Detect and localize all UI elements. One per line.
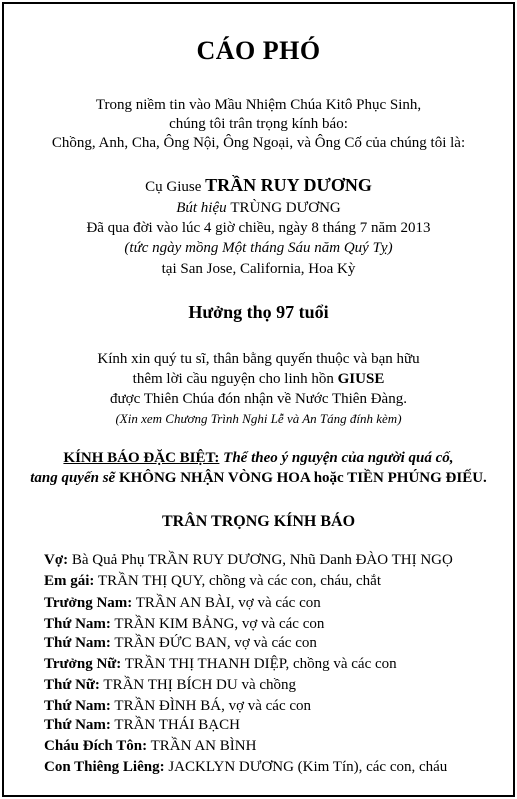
family-row (44, 697, 311, 715)
announce-heading: TRÂN TRỌNG KÍNH BÁO (161, 513, 356, 530)
family-row (44, 716, 240, 734)
special-notice-text-2-pre: tang quyến sẽ (30, 470, 119, 486)
deceased-prefix: Cụ Giuse (145, 179, 206, 195)
family-row (44, 594, 321, 612)
special-notice-label: KÍNH BÁO ĐẶC BIỆT: (63, 450, 220, 466)
family-role: Vợ: (44, 552, 69, 568)
age-line: Hưởng thọ 97 tuổi (188, 302, 329, 322)
prayer-line-2-text: thêm lời cầu nguyện cho linh hồn (132, 371, 338, 387)
intro-line-2: chúng tôi trân trọng kính báo: (169, 116, 348, 132)
deceased-name: TRẦN RUY DƯƠNG (205, 175, 372, 195)
family-row (44, 655, 397, 673)
family-member: TRẦN ĐÌNH BÁ, vợ và các con (110, 698, 312, 714)
death-place: tại San Jose, California, Hoa Kỳ (161, 261, 356, 277)
family-row (44, 615, 324, 633)
family-role: Con Thiêng Liêng: (44, 759, 165, 775)
family-member: TRẦN THỊ THANH DIỆP, chồng và các con (121, 656, 397, 672)
family-member: TRẦN KIM BẢNG, vợ và các con (110, 616, 325, 632)
family-row (44, 737, 256, 755)
family-row (44, 551, 453, 569)
family-member: TRẦN THÁI BẠCH (110, 717, 240, 733)
pen-name: TRÙNG DƯƠNG (230, 200, 341, 216)
special-notice-text-2-bold: KHÔNG NHẬN VÒNG HOA hoặc TIỀN PHÚNG ĐIẾU. (118, 470, 487, 486)
intro-line-3: Chồng, Anh, Cha, Ông Nội, Ông Ngoại, và Ông Cố của chúng tôi là: (51, 135, 466, 151)
family-row (44, 758, 447, 776)
prayer-line-3: được Thiên Chúa đón nhận về Nước Thiên Đàng. (110, 391, 407, 407)
death-date: Đã qua đời vào lúc 4 giờ chiều, ngày 8 tháng 7 năm 2013 (86, 220, 431, 236)
pen-name-prefix: Bút hiệu (176, 200, 231, 216)
family-member: TRẦN THỊ QUY, chồng và các con, cháu, chắt (94, 573, 382, 589)
deceased-name-line (0, 176, 517, 196)
prayer-note: (Xin xem Chương Trình Nghi Lễ và An Táng đính kèm) (115, 411, 402, 426)
family-row (44, 572, 381, 590)
family-role: Thứ Nữ: (44, 677, 100, 693)
prayer-line-1: Kính xin quý tu sĩ, thân bằng quyến thuộc và bạn hữu (97, 351, 420, 367)
family-role: Thứ Nam: (44, 616, 111, 632)
special-notice-line-1 (0, 449, 517, 467)
special-notice-text-1: Thể theo ý nguyện của người quá cố, (219, 450, 454, 466)
family-role: Thứ Nam: (44, 717, 111, 733)
family-member: TRẦN AN BÀI, vợ và các con (132, 595, 321, 611)
family-member: TRẦN AN BÌNH (147, 738, 257, 754)
family-row (44, 676, 296, 694)
family-member: Bà Quả Phụ TRẦN RUY DƯƠNG, Nhũ Danh ĐÀO THỊ NGỌ (68, 552, 453, 568)
prayer-line-2-name: GIUSE (337, 371, 385, 387)
family-row (44, 634, 317, 652)
family-member: TRẦN THỊ BÍCH DU và chồng (99, 677, 297, 693)
prayer-line-2 (0, 370, 517, 388)
family-member: JACKLYN DƯƠNG (Kim Tín), các con, cháu (164, 759, 448, 775)
special-notice-line-2 (0, 469, 517, 487)
family-role: Em gái: (44, 573, 95, 589)
pen-name-line (0, 199, 517, 217)
lunar-date: (tức ngày mồng Một tháng Sáu năm Quý Tỵ) (124, 240, 393, 256)
family-role: Trưởng Nữ: (44, 656, 122, 672)
family-role: Thứ Nam: (44, 635, 111, 651)
family-role: Thứ Nam: (44, 698, 111, 714)
intro-line-1: Trong niềm tin vào Mầu Nhiệm Chúa Kitô Phục Sinh, (95, 97, 422, 113)
family-member: TRẦN ĐỨC BAN, vợ và các con (110, 635, 317, 651)
document-title: CÁO PHÓ (196, 36, 321, 65)
family-role: Cháu Đích Tôn: (44, 738, 148, 754)
family-role: Trưởng Nam: (44, 595, 133, 611)
